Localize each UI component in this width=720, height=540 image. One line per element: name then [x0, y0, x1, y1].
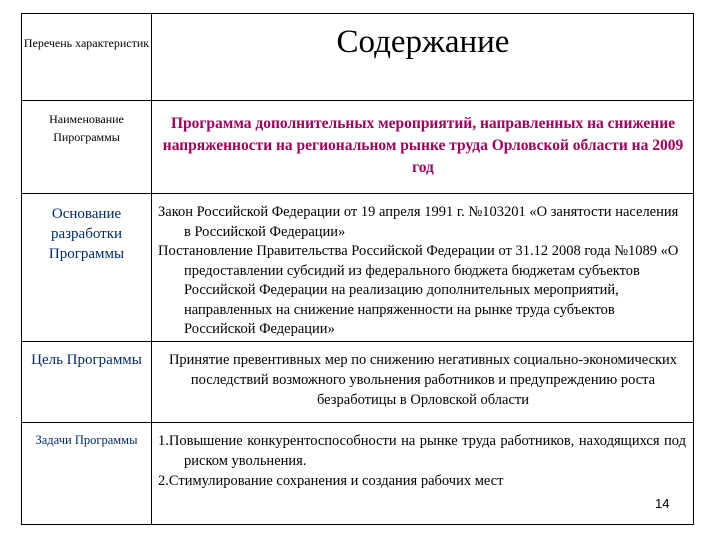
row-divider: [21, 341, 694, 342]
basis-law: Закон Российской Федерации от 19 апреля 1991 г. №103201 «О занятости населения в Российской Федерации»: [158, 204, 679, 240]
goal-content: Принятие превентивных мер по снижению негативных социально-экономических последствий возможного увольнения работников и предупреждению роста безработицы в Орловской области: [168, 352, 678, 408]
row-divider: [21, 193, 694, 194]
basis-decree: Постановление Правительства Российской Федерации от 31.12 2008 года №1089 «О предоставлении субсидий из федерального бюджета бюджетам субъектов Российской Федерации на реализацию дополнительных мероприятий, направленных на снижение напряженности на рынке труда субъектов Российской Федерации»: [158, 243, 679, 337]
page-number: 14: [655, 496, 670, 511]
row-divider: [21, 100, 694, 101]
basis-label: Основание разработки Программы: [48, 206, 125, 262]
task-item-1: 1.Повышение конкурентоспособности на рынке труда работников, находящихся под риском увольнения.: [158, 433, 686, 469]
program-name-label: Наименование Пирограммы: [49, 112, 124, 144]
goal-label: Цель Программы: [31, 352, 142, 368]
column-divider: [151, 13, 152, 525]
header-content-title: Содержание: [336, 24, 510, 60]
row-divider: [21, 422, 694, 423]
basis-content: [158, 203, 688, 340]
tasks-label: Задачи Программы: [35, 433, 138, 447]
task-item-2: 2.Стимулирование сохранения и создания рабочих мест: [158, 473, 504, 489]
header-characteristics-label: Перечень характеристик: [23, 36, 150, 50]
tasks-content: [158, 431, 686, 491]
program-name-content: Программа дополнительных мероприятий, направленных на снижение напряженности на региональном рынке труда Орловской области на 2009 год: [162, 115, 684, 176]
